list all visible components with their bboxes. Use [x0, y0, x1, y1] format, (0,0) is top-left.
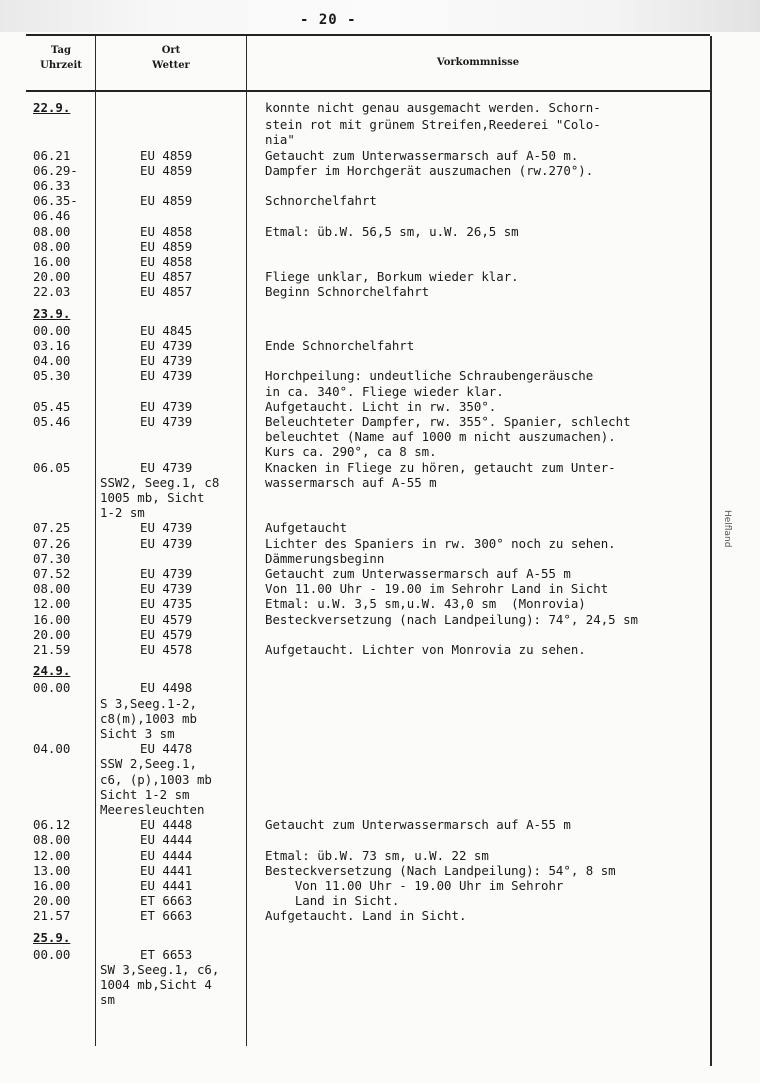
- entry-place: Sicht 3 sm: [100, 726, 175, 741]
- entry-time: 16.00: [33, 254, 71, 269]
- entry-event: Besteckversetzung (nach Landpeilung): 74°, 24,5 sm: [265, 611, 638, 627]
- entry-place: EU 4739: [140, 581, 193, 597]
- header-events-label: Vorkommnisse: [436, 57, 520, 68]
- header-time-label: Uhrzeit: [40, 60, 82, 71]
- entry-event: Etmal: üb.W. 73 sm, u.W. 22 sm: [265, 847, 489, 863]
- entry-place: EU 4739: [140, 398, 193, 414]
- entry-event: Aufgetaucht. Lichter von Monrovia zu sehen.: [265, 642, 586, 657]
- entry-time: 16.00: [33, 878, 71, 893]
- entry-event: Beleuchteter Dampfer, rw. 355°. Spanier, schlecht: [265, 414, 631, 429]
- entry-place: EU 4739: [140, 414, 193, 429]
- entry-time: 08.00: [33, 238, 71, 254]
- entry-event: nia": [265, 132, 295, 148]
- entry-date: 24.9.: [33, 663, 71, 679]
- entry-time: 06.05: [33, 459, 71, 475]
- side-annotation: Helfland: [722, 510, 732, 548]
- entry-place: SSW2, Seeg.1, c8: [100, 474, 220, 490]
- entry-event: Aufgetaucht: [265, 520, 348, 536]
- entry-time: 00.00: [33, 946, 71, 962]
- entry-event: Knacken in Fliege zu hören, getaucht zum Unter-: [265, 459, 616, 475]
- entry-event: Getaucht zum Unterwassermarsch auf A-55 m: [265, 566, 571, 581]
- entry-date: 23.9.: [33, 305, 71, 321]
- table-header-rule: [26, 90, 710, 92]
- header-place-column: [97, 43, 245, 73]
- entry-place: EU 4448: [140, 817, 193, 833]
- entry-time: 22.03: [33, 284, 71, 300]
- entry-time: 20.00: [33, 269, 71, 285]
- entry-place: EU 4739: [140, 353, 193, 369]
- entry-event: Lichter des Spaniers in rw. 300° noch zu sehen.: [265, 535, 616, 551]
- entry-event: Beginn Schnorchelfahrt: [265, 284, 430, 300]
- entry-place: c6, (p),1003 mb: [100, 771, 212, 787]
- entry-time: 20.00: [33, 626, 71, 642]
- entry-event: Schnorchelfahrt: [265, 193, 377, 209]
- entry-date: 22.9.: [33, 100, 71, 115]
- entry-event: Getaucht zum Unterwassermarsch auf A-55 m: [265, 817, 571, 833]
- entry-time: 21.59: [33, 642, 71, 657]
- entry-event: Besteckversetzung (Nach Landpeilung): 54°, 8 sm: [265, 862, 616, 878]
- header-weather-label: Wetter: [152, 60, 190, 71]
- entry-place: EU 4845: [140, 322, 193, 338]
- entry-place: 1004 mb,Sicht 4: [100, 977, 212, 993]
- entry-place: EU 4739: [140, 535, 193, 551]
- entry-time: 04.00: [33, 741, 71, 757]
- entry-event: Von 11.00 Uhr - 19.00 im Sehrohr Land in Sicht: [265, 581, 609, 597]
- entry-time: 20.00: [33, 893, 71, 909]
- entry-time: 07.25: [33, 520, 71, 536]
- entry-event: Etmal: üb.W. 56,5 sm, u.W. 26,5 sm: [265, 223, 519, 239]
- entry-place: EU 4441: [140, 878, 193, 893]
- entry-event: Kurs ca. 290°, ca 8 sm.: [265, 444, 437, 460]
- entry-event: Aufgetaucht. Licht in rw. 350°.: [265, 398, 497, 414]
- entry-place: EU 4478: [140, 741, 193, 757]
- entry-place: Meeresleuchten: [100, 802, 205, 817]
- entry-place: SW 3,Seeg.1, c6,: [100, 962, 220, 977]
- entry-event: Von 11.00 Uhr - 19.00 Uhr im Sehrohr: [265, 878, 564, 893]
- entry-time: 13.00: [33, 862, 71, 878]
- entry-place: EU 4739: [140, 459, 193, 475]
- entry-time: 05.46: [33, 414, 71, 429]
- entry-time: 03.16: [33, 338, 71, 353]
- entry-place: EU 4498: [140, 680, 193, 696]
- entry-place: SSW 2,Seeg.1,: [100, 756, 197, 772]
- entry-time: 07.30: [33, 550, 71, 566]
- entry-place: EU 4739: [140, 368, 193, 384]
- column-divider-date: [95, 36, 96, 1046]
- entry-place: S 3,Seeg.1-2,: [100, 695, 197, 711]
- table-top-rule: [26, 34, 710, 36]
- entry-place: EU 4859: [140, 162, 193, 178]
- entry-time: 04.00: [33, 353, 71, 369]
- entry-place: Sicht 1-2 sm: [100, 786, 190, 802]
- entry-place: ET 6653: [140, 946, 193, 962]
- entry-event: Dämmerungsbeginn: [265, 550, 385, 566]
- entry-event: stein rot mit grünem Streifen,Reederei "Colo-: [265, 117, 601, 133]
- entry-place: EU 4739: [140, 566, 193, 581]
- entry-place: EU 4859: [140, 147, 193, 163]
- entry-place: ET 6663: [140, 908, 193, 924]
- entry-event: Dampfer im Horchgerät auszumachen (rw.270°).: [265, 162, 594, 178]
- header-place-label: Ort: [161, 45, 181, 56]
- entry-place: EU 4857: [140, 284, 193, 300]
- column-divider-place: [246, 36, 247, 1046]
- entry-place: EU 4441: [140, 862, 193, 878]
- entry-place: EU 4579: [140, 626, 193, 642]
- entry-time: 08.00: [33, 581, 71, 597]
- entry-time: 06.12: [33, 817, 71, 833]
- entry-time: 08.00: [33, 832, 71, 848]
- entry-time: 00.00: [33, 680, 71, 696]
- entry-place: EU 4739: [140, 338, 193, 353]
- entry-place: EU 4444: [140, 847, 193, 863]
- entry-event: Etmal: u.W. 3,5 sm,u.W. 43,0 sm (Monrovia): [265, 596, 586, 612]
- entry-place: EU 4578: [140, 642, 193, 657]
- entry-time: 05.30: [33, 368, 71, 384]
- entry-place: EU 4579: [140, 611, 193, 627]
- column-divider-right: [710, 36, 712, 1066]
- entry-time: 06.33: [33, 178, 71, 193]
- entry-place: EU 4859: [140, 238, 193, 254]
- scan-header-band: [0, 0, 760, 32]
- page-number: - 20 -: [300, 12, 357, 28]
- entry-event: in ca. 340°. Fliege wieder klar.: [265, 383, 504, 399]
- entry-event: Aufgetaucht. Land in Sicht.: [265, 908, 467, 924]
- entry-place: 1-2 sm: [100, 505, 145, 521]
- entry-place: EU 4857: [140, 269, 193, 285]
- entry-time: 08.00: [33, 223, 71, 239]
- entry-event: Fliege unklar, Borkum wieder klar.: [265, 269, 519, 285]
- entry-place: EU 4735: [140, 596, 193, 612]
- entry-time: 00.00: [33, 322, 71, 338]
- entry-place: EU 4858: [140, 223, 193, 239]
- header-date-column: [28, 43, 94, 73]
- entry-place: sm: [100, 992, 115, 1008]
- entry-time: 07.52: [33, 566, 71, 581]
- header-date-label: Tag: [51, 45, 71, 56]
- entry-event: Horchpeilung: undeutliche Schraubengeräusche: [265, 368, 594, 384]
- entry-place: ET 6663: [140, 893, 193, 909]
- entry-place: 1005 mb, Sicht: [100, 490, 205, 505]
- entry-place: EU 4444: [140, 832, 193, 848]
- entry-time: 12.00: [33, 596, 71, 612]
- entry-time: 06.46: [33, 208, 71, 224]
- entry-event: Getaucht zum Unterwassermarsch auf A-50 m.: [265, 147, 579, 163]
- entry-date: 25.9.: [33, 929, 71, 945]
- entry-event: beleuchtet (Name auf 1000 m nicht auszumachen).: [265, 429, 616, 445]
- entry-place: c8(m),1003 mb: [100, 710, 197, 726]
- entry-place: EU 4859: [140, 193, 193, 209]
- entry-place: EU 4739: [140, 520, 193, 536]
- entry-event: konnte nicht genau ausgemacht werden. Schorn-: [265, 100, 601, 115]
- entry-event: Ende Schnorchelfahrt: [265, 338, 415, 353]
- entry-time: 06.35-: [33, 193, 78, 209]
- entry-event: Land in Sicht.: [265, 893, 400, 909]
- entry-time: 06.29-: [33, 162, 78, 178]
- entry-time: 06.21: [33, 147, 71, 163]
- entry-place: EU 4858: [140, 254, 193, 269]
- entry-time: 12.00: [33, 847, 71, 863]
- entry-time: 07.26: [33, 535, 71, 551]
- entry-time: 05.45: [33, 398, 71, 414]
- entry-time: 16.00: [33, 611, 71, 627]
- entry-event: wassermarsch auf A-55 m: [265, 474, 437, 490]
- entry-time: 21.57: [33, 908, 71, 924]
